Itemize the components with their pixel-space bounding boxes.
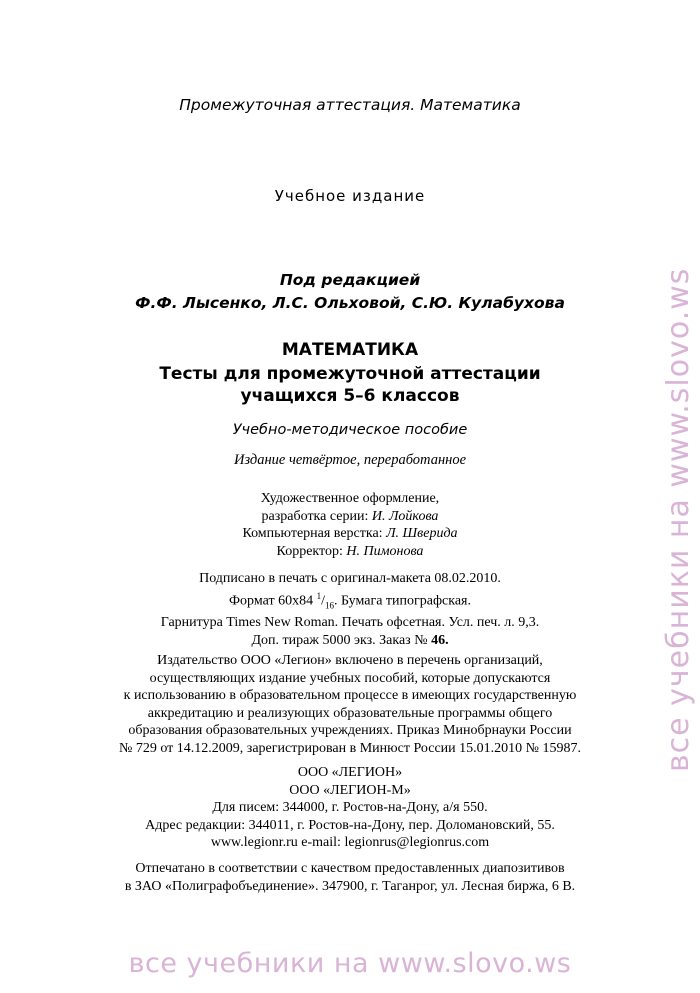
- book-title: МАТЕМАТИКА: [281, 340, 419, 360]
- edition: Издание четвёртое, переработанное: [233, 452, 467, 468]
- legal-line: № 729 от 14.12.2009, зарегистрирован в Минюст России 15.01.2010 № 15987.: [119, 740, 581, 756]
- printed-line: в ЗАО «Полиграфобъединение». 347900, г. Таганрог, ул. Лесная биржа, 6 В.: [124, 878, 576, 894]
- publisher-name1: ООО «ЛЕГИОН»: [297, 765, 403, 780]
- print-format: [0, 588, 700, 615]
- proof-name: Н. Пимонова: [346, 543, 424, 559]
- legal-line: образования образовательных учреждениях. Приказ Минобрнауки России: [128, 723, 572, 738]
- publisher-name2: ООО «ЛЕГИОН-М»: [289, 782, 411, 798]
- proof-label: Корректор:: [276, 543, 343, 559]
- legal-notice: [0, 652, 700, 757]
- legal-line: к использованию в образовательном процессе в имеющих государственную: [123, 688, 577, 703]
- legal-line: Издательство ООО «Легион» включено в перечень организаций,: [157, 653, 543, 668]
- print-circulation: [0, 632, 700, 650]
- series-title: Промежуточная аттестация. Математика: [179, 96, 521, 114]
- book-subtitle-line2: учащихся 5–6 классов: [240, 386, 460, 406]
- publisher-web-email: www.legionr.ru e-mail: legionrus@legionrus.com: [210, 835, 490, 850]
- circulation-prefix: Доп. тираж 5000 экз. Заказ №: [251, 632, 428, 648]
- publisher-editorial: Адрес редакции: 344011, г. Ростов-на-Дону, пер. Доломановский, 55.: [145, 817, 555, 833]
- format-denominator: 16: [324, 599, 334, 610]
- credits-layout: [0, 525, 700, 543]
- layout-label: Компьютерная верстка:: [242, 526, 383, 541]
- watermark-side: все учебники на www.slovo.ws: [661, 267, 696, 773]
- print-info-block: [0, 570, 700, 649]
- legal-line: аккредитацию и реализующих образовательные программы общего: [147, 705, 553, 721]
- credits-block: [0, 490, 700, 560]
- layout-name: Л. Шверида: [386, 526, 458, 541]
- editors-label: Под редакцией: [279, 271, 421, 289]
- watermark-bottom: все учебники на www.slovo.ws: [128, 948, 572, 979]
- series-design-label: разработка серии:: [261, 508, 369, 524]
- format-prefix: Формат 60x84: [228, 593, 314, 609]
- publisher-letters: Для писем: 344000, г. Ростов-на-Дону, а/я 550.: [212, 800, 488, 815]
- publication-kind: Учебное издание: [274, 187, 426, 205]
- book-subtitle-line1: Тесты для промежуточной аттестации: [159, 364, 541, 384]
- credits-line1: Художественное оформление,: [260, 491, 440, 506]
- printed-by-block: [0, 860, 700, 895]
- format-slash: /: [321, 593, 325, 609]
- credits-series-design: [0, 508, 700, 526]
- book-type: Учебно-методическое пособие: [232, 422, 468, 438]
- publisher-block: [0, 764, 700, 852]
- editors-names: Ф.Ф. Лысенко, Л.С. Ольховой, С.Ю. Кулабухова: [135, 294, 565, 312]
- order-number: 46.: [431, 632, 449, 648]
- print-signed: Подписано в печать с оригинал-макета 08.02.2010.: [199, 571, 501, 586]
- credits-proofreader: [0, 543, 700, 561]
- legal-line: осуществляющих издание учебных пособий, которые допускаются: [149, 670, 551, 686]
- print-typeface: Гарнитура Times New Roman. Печать офсетная. Усл. печ. л. 9,3.: [160, 615, 540, 631]
- printed-line: Отпечатано в соответствии с качеством предоставленных диапозитивов: [135, 861, 565, 876]
- series-design-name: И. Лойкова: [371, 508, 439, 524]
- format-numerator: 1: [316, 590, 322, 601]
- format-suffix: . Бумага типографская.: [333, 593, 471, 609]
